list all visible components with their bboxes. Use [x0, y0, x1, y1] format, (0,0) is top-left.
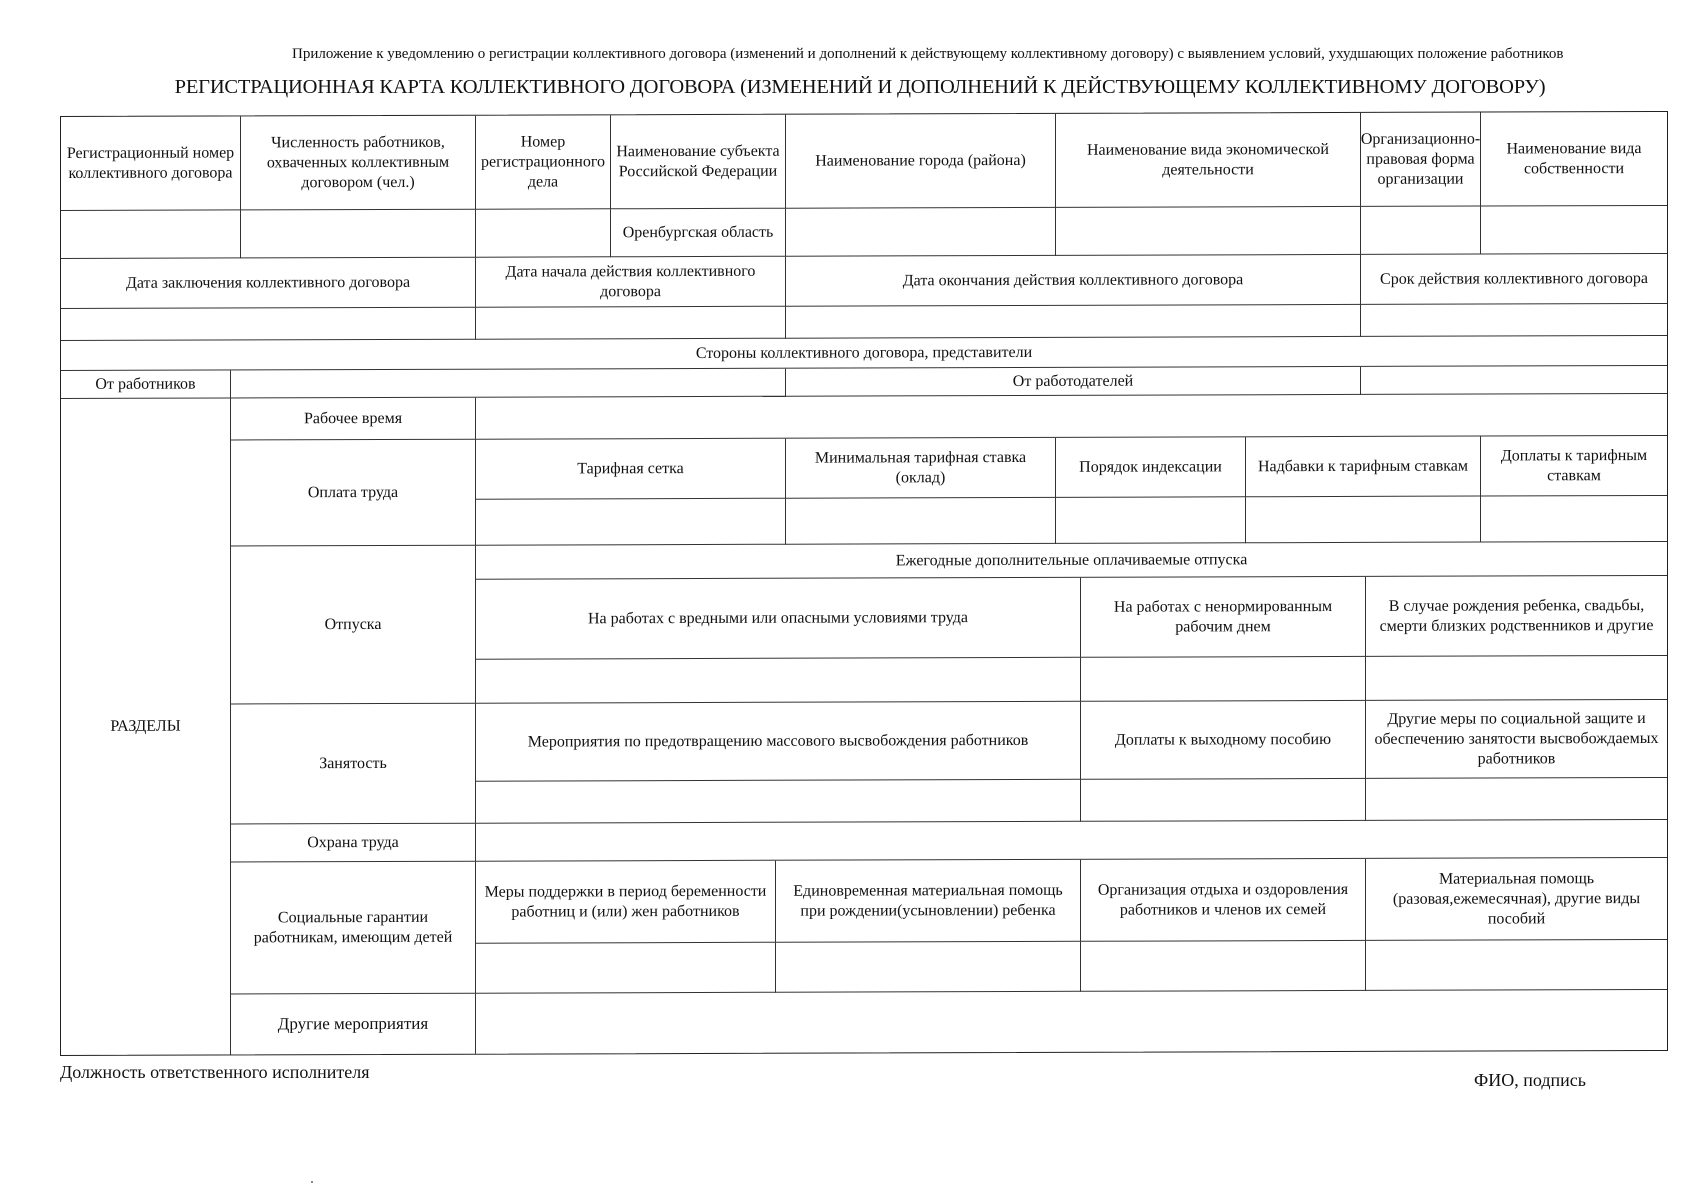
value-min-rate[interactable]: [786, 498, 1056, 545]
section-working-time: Рабочее время: [231, 398, 476, 441]
section-vacation: Отпуска: [231, 546, 476, 705]
page-title: РЕГИСТРАЦИОННАЯ КАРТА КОЛЛЕКТИВНОГО ДОГОВОРА (ИЗМЕНЕНИЙ И ДОПОЛНЕНИЙ К ДЕЙСТВУЮЩЕМУ КОЛЛЕКТИВНОМУ ДОГОВОРУ): [174, 76, 1546, 98]
header-severance: Доплаты к выходному пособию: [1081, 701, 1366, 780]
signature-label: ФИО, подпись: [1474, 1070, 1586, 1090]
header-allowances: Надбавки к тарифным ставкам: [1246, 437, 1481, 498]
section-children-guarantees: Социальные гарантии работникам, имеющим детей: [231, 862, 476, 995]
value-other-protection[interactable]: [1366, 778, 1667, 821]
header-hazardous-leave: На работах с вредными или опасными условиями труда: [476, 578, 1081, 660]
appendix-note: Приложение к уведомлению о регистрации коллективного договора (изменений и дополнений к действующему коллективному договору) с выявлением условий, ухудшающих положение работников: [292, 46, 1564, 62]
value-family-leave[interactable]: [1366, 656, 1667, 701]
header-min-rate: Минимальная тарифная ставка (оклад): [786, 438, 1056, 499]
header-employees-count: Численность работников, охваченных коллективным договором (чел.): [241, 116, 476, 211]
scan-dot: [311, 1181, 313, 1183]
value-recreation[interactable]: [1081, 941, 1366, 992]
header-subject: Наименование субъекта Российской Федерации: [611, 115, 786, 210]
parties-title: Стороны коллективного договора, представители: [61, 336, 1667, 371]
header-recreation: Организация отдыха и оздоровления работников и членов их семей: [1081, 859, 1366, 942]
header-other-protection: Другие меры по социальной защите и обеспечению занятости высвобождаемых работников: [1366, 700, 1667, 779]
parties-employers-label: От работодателей: [786, 367, 1361, 397]
header-activity: Наименование вида экономической деятельности: [1056, 113, 1361, 208]
header-term: Срок действия коллективного договора: [1361, 254, 1667, 305]
value-date-start[interactable]: [476, 307, 786, 340]
value-date-concluded[interactable]: [61, 308, 476, 341]
value-hazardous-leave[interactable]: [476, 658, 1081, 704]
registration-form-table: [60, 111, 1668, 1056]
value-severance[interactable]: [1081, 779, 1366, 822]
sections-label: РАЗДЕЛЫ: [61, 398, 231, 1055]
value-surcharges[interactable]: [1481, 496, 1667, 543]
parties-employees-label: От работников: [61, 370, 231, 399]
value-activity[interactable]: [1056, 207, 1361, 256]
value-layoff-prevention[interactable]: [476, 780, 1081, 824]
header-layoff-prevention: Мероприятия по предотвращению массового высвобождения работников: [476, 702, 1081, 782]
value-safety[interactable]: [476, 820, 1667, 862]
value-tariff-grid[interactable]: [476, 499, 786, 546]
value-lump-sum-aid[interactable]: [776, 942, 1081, 993]
header-indexation: Порядок индексации: [1056, 437, 1246, 498]
header-lump-sum-aid: Единовременная материальная помощь при рождении(усыновлении) ребенка: [776, 860, 1081, 943]
value-pregnancy-support[interactable]: [476, 943, 776, 994]
header-family-leave: В случае рождения ребенка, свадьбы, смерти близких родственников и другие: [1366, 576, 1667, 657]
header-case-number: Номер регистрационного дела: [476, 115, 611, 209]
value-indexation[interactable]: [1056, 497, 1246, 544]
section-other-measures: Другие мероприятия: [231, 994, 476, 1055]
header-org-form: Организационно-правовая форма организации: [1361, 113, 1481, 207]
header-city: Наименование города (района): [786, 114, 1056, 209]
value-material-aid[interactable]: [1366, 940, 1667, 991]
value-city[interactable]: [786, 208, 1056, 257]
value-other-measures[interactable]: [476, 990, 1667, 1054]
value-term[interactable]: [1361, 304, 1667, 337]
section-pay: Оплата труда: [231, 440, 476, 547]
header-date-start: Дата начала действия коллективного договора: [476, 257, 786, 308]
section-employment: Занятость: [231, 704, 476, 825]
section-safety: Охрана труда: [231, 824, 476, 863]
responsible-position-label: Должность ответственного исполнителя: [60, 1062, 370, 1082]
value-working-time[interactable]: [476, 394, 1667, 440]
value-org-form[interactable]: [1361, 207, 1481, 255]
header-tariff-grid: Тарифная сетка: [476, 439, 786, 500]
header-date-end: Дата окончания действия коллективного договора: [786, 255, 1361, 307]
value-case-number[interactable]: [476, 209, 611, 257]
header-ownership: Наименование вида собственности: [1481, 112, 1667, 207]
value-irregular-leave[interactable]: [1081, 657, 1366, 702]
header-annual-leave: Ежегодные дополнительные оплачиваемые отпуска: [476, 542, 1667, 580]
value-employees-count[interactable]: [241, 210, 476, 259]
parties-employers-value[interactable]: [1361, 366, 1667, 395]
header-irregular-leave: На работах с ненормированным рабочим днем: [1081, 577, 1366, 658]
value-reg-number[interactable]: [61, 210, 241, 259]
header-material-aid: Материальная помощь (разовая,ежемесячная), другие виды пособий: [1366, 858, 1667, 941]
parties-employees-value[interactable]: [231, 369, 786, 399]
value-ownership[interactable]: [1481, 206, 1667, 255]
header-reg-number: Регистрационный номер коллективного договора: [61, 116, 241, 211]
header-surcharges: Доплаты к тарифным ставкам: [1481, 436, 1667, 497]
header-date-concluded: Дата заключения коллективного договора: [61, 258, 476, 309]
value-subject: Оренбургская область: [611, 209, 786, 258]
header-pregnancy-support: Меры поддержки в период беременности работниц и (или) жен работников: [476, 861, 776, 944]
value-date-end[interactable]: [786, 305, 1361, 339]
value-allowances[interactable]: [1246, 497, 1481, 544]
